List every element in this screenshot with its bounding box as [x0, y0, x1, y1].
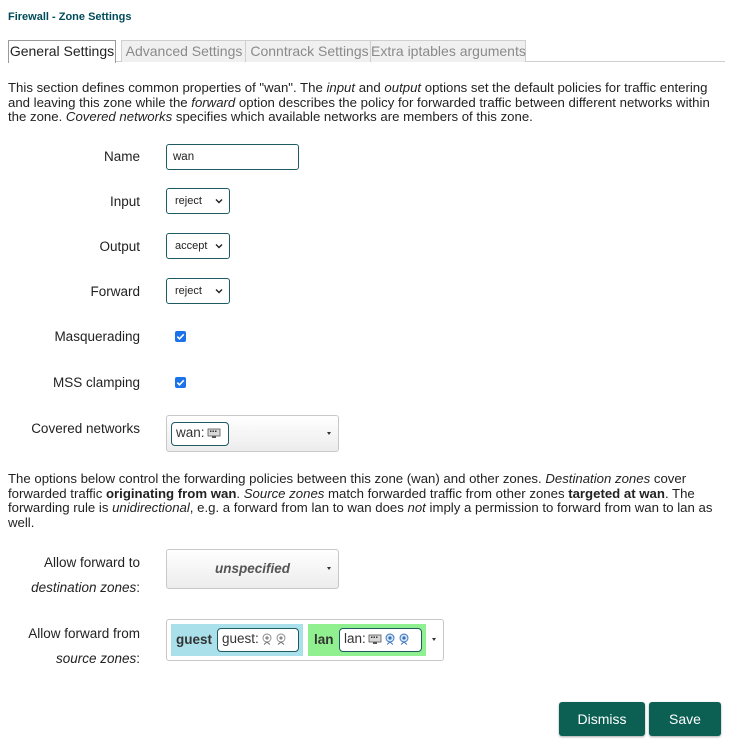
page-title: Firewall - Zone Settings	[8, 11, 132, 23]
output-policy-value: accept	[175, 240, 208, 252]
caret-down-icon	[327, 567, 331, 570]
tab-conntrack-settings[interactable]: Conntrack Settings	[245, 40, 374, 62]
ethernet-port-icon	[207, 427, 221, 439]
section-description: This section defines common properties of "wan". The input and output options set the default policies for traffic entering and leaving this zone while the forward option describes the policy for forwarded traffic between different networks within the zone. Covered networks specifies which available networks are members of this zone.	[8, 80, 710, 125]
ethernet-port-icon	[368, 633, 382, 645]
chevron-down-icon	[215, 197, 223, 205]
input-policy-select[interactable]	[166, 188, 230, 214]
wifi-icon	[384, 633, 396, 645]
network-chip-label: guest:	[222, 631, 259, 646]
mss-clamping-checkbox[interactable]	[175, 377, 186, 388]
checkmark-icon	[175, 331, 186, 342]
masquerading-label: Masquerading	[54, 329, 140, 344]
chevron-down-icon	[215, 287, 223, 295]
output-policy-select[interactable]	[166, 233, 230, 259]
wifi-icon	[275, 633, 287, 645]
caret-down-icon	[327, 432, 331, 435]
forwarding-description: The options below control the forwarding policies between this zone (wan) and other zones. Destination zones cover forwarded traffic originating from wan. Source zones match forwarded traffic from other zones targeted at wan. The forwarding rule is unidirectional, e.g. a forward from lan to wan does not imply a permission to forward from wan to lan as well.	[8, 471, 713, 530]
src-zones-label: Allow forward from source zones:	[28, 626, 140, 666]
caret-down-icon	[432, 638, 436, 641]
tab-general-settings[interactable]: General Settings	[8, 40, 116, 63]
covered-networks-dropdown[interactable]	[166, 415, 339, 452]
covered-networks-label: Covered networks	[31, 421, 140, 436]
wifi-icon	[398, 633, 410, 645]
name-input[interactable]	[166, 144, 299, 170]
forward-label: Forward	[90, 284, 140, 299]
src-zones-dropdown[interactable]	[166, 619, 444, 661]
dest-zones-value: unspecified	[214, 561, 290, 576]
input-label: Input	[109, 194, 140, 209]
forward-policy-select[interactable]	[166, 278, 230, 304]
network-chip-guest[interactable]	[217, 628, 299, 652]
chevron-down-icon	[215, 242, 223, 250]
zone-badge-guest[interactable]	[171, 624, 303, 656]
save-button[interactable]: Save	[649, 702, 721, 736]
zone-name-lan: lan	[314, 632, 334, 647]
dest-zones-label: Allow forward to destination zones:	[31, 555, 140, 595]
input-policy-value: reject	[175, 195, 202, 207]
tab-extra-iptables-arguments[interactable]: Extra iptables arguments	[370, 40, 526, 62]
network-chip-lan[interactable]	[339, 628, 422, 652]
dismiss-button[interactable]: Dismiss	[559, 702, 645, 736]
checkmark-icon	[175, 377, 186, 388]
masquerading-checkbox[interactable]	[175, 331, 186, 342]
output-label: Output	[99, 239, 140, 254]
zone-name-guest: guest	[176, 632, 213, 647]
wifi-icon	[261, 633, 273, 645]
zone-badge-lan[interactable]	[308, 624, 426, 656]
network-chip-label: wan:	[176, 425, 205, 440]
name-label: Name	[103, 149, 140, 164]
tab-advanced-settings[interactable]: Advanced Settings	[121, 40, 247, 62]
tab-bar	[8, 40, 725, 62]
mss-clamping-label: MSS clamping	[52, 375, 140, 390]
network-chip-wan[interactable]	[171, 422, 229, 446]
network-chip-label: lan:	[344, 631, 366, 646]
dest-zones-dropdown[interactable]	[166, 549, 339, 589]
forward-policy-value: reject	[175, 285, 202, 297]
